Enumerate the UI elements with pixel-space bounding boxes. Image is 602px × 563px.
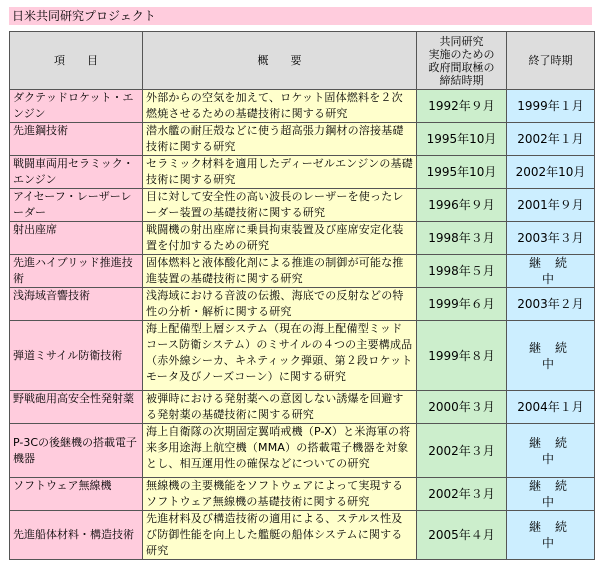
row-end: 2004年１月 [507,391,595,424]
row-item: ダクテッドロケット・エンジン [10,90,143,123]
header-agreement-line: 実施のための [428,47,495,61]
table-row [10,123,595,156]
row-agreement: 1995年10月 [417,156,507,189]
table-row [10,189,595,222]
row-end: 2002年10月 [507,156,595,189]
row-item: 先進鋼技術 [10,123,143,156]
row-summary: 海上配備型上層システム（現在の海上配備型ミッドコース防衛システム）のミサイルの４つの主要構成品（赤外線シーカ、キネティック弾頭、第２段ロケットモータ及びノーズコーン）に関する研究 [143,321,417,391]
table-row [10,321,595,391]
row-summary: 戦闘機の射出座席に乗員拘束装置及び座席安定化装置を付加するための研究 [143,222,417,255]
table-header-row [10,32,595,90]
table-row [10,90,595,123]
row-summary: 潜水艦の耐圧殻などに使う超高張力鋼材の溶接基礎技術に関する研究 [143,123,417,156]
row-summary: セラミック材料を適用したディーゼルエンジンの基礎技術に関する研究 [143,156,417,189]
row-item: 射出座席 [10,222,143,255]
table-row [10,288,595,321]
row-agreement: 1999年６月 [417,288,507,321]
row-summary: 先進材料及び構造技術の適用による、ステルス性及び防御性能を向上した艦艇の船体システムに関する研究 [143,511,417,560]
header-item: 項 目 [10,32,143,90]
table-row [10,222,595,255]
row-end: 継続中 [507,511,595,560]
row-agreement: 1998年５月 [417,255,507,288]
header-agreement-line: 政府間取極の [428,60,495,74]
table-row [10,478,595,511]
row-end: 2003年３月 [507,222,595,255]
row-item: P-3Cの後継機の搭載電子機器 [10,424,143,478]
row-agreement: 1999年８月 [417,321,507,391]
row-end: 継続中 [507,424,595,478]
row-item: 弾道ミサイル防衛技術 [10,321,143,391]
header-summary: 概 要 [143,32,417,90]
row-agreement: 1995年10月 [417,123,507,156]
header-agreement-line: 締結時期 [439,73,484,87]
row-end: 1999年１月 [507,90,595,123]
row-agreement: 2002年３月 [417,478,507,511]
header-agreement-line: 共同研究 [439,34,484,48]
row-summary: 外部からの空気を加えて、ロケット固体燃料を２次燃焼させるための基礎技術に関する研究 [143,90,417,123]
project-table [9,31,595,560]
row-end: 2001年９月 [507,189,595,222]
row-summary: 海上自衛隊の次期固定翼哨戒機（P-X）と米海軍の将来多用途海上航空機（MMA）の搭載電子機器を対象とし、相互運用性の確保などについての研究 [143,424,417,478]
table-row [10,424,595,478]
page-title: 日米共同研究プロジェクト [9,7,592,25]
header-agreement [417,32,507,90]
table-row [10,255,595,288]
row-item: 先進船体材料・構造技術 [10,511,143,560]
row-agreement: 2002年３月 [417,424,507,478]
row-summary: 浅海域における音波の伝搬、海底での反射などの特性の分析・解析に関する研究 [143,288,417,321]
row-item: 野戦砲用高安全性発射薬 [10,391,143,424]
row-agreement: 2005年４月 [417,511,507,560]
row-agreement: 1998年３月 [417,222,507,255]
row-end: 継続中 [507,255,595,288]
header-end: 終了時期 [507,32,595,90]
row-item: 戦闘車両用セラミック・エンジン [10,156,143,189]
row-end: 継続中 [507,478,595,511]
row-end: 継続中 [507,321,595,391]
row-item: アイセーフ・レーザーレーダー [10,189,143,222]
row-end: 2002年１月 [507,123,595,156]
row-item: ソフトウェア無線機 [10,478,143,511]
row-summary: 目に対して安全性の高い波長のレーザーを使ったレーダー装置の基礎技術に関する研究 [143,189,417,222]
row-item: 浅海域音響技術 [10,288,143,321]
row-end: 2003年２月 [507,288,595,321]
row-summary: 被弾時における発射薬への意図しない誘爆を回避する発射薬の基礎技術に関する研究 [143,391,417,424]
row-summary: 固体燃料と液体酸化剤による推進の制御が可能な推進装置の基礎技術に関する研究 [143,255,417,288]
table-row [10,511,595,560]
row-summary: 無線機の主要機能をソフトウェアによって実現するソフトウェア無線機の基礎技術に関する研究 [143,478,417,511]
row-agreement: 1996年９月 [417,189,507,222]
row-agreement: 1992年９月 [417,90,507,123]
row-item: 先進ハイブリッド推進技術 [10,255,143,288]
row-agreement: 2000年３月 [417,391,507,424]
table-row [10,391,595,424]
table-row [10,156,595,189]
